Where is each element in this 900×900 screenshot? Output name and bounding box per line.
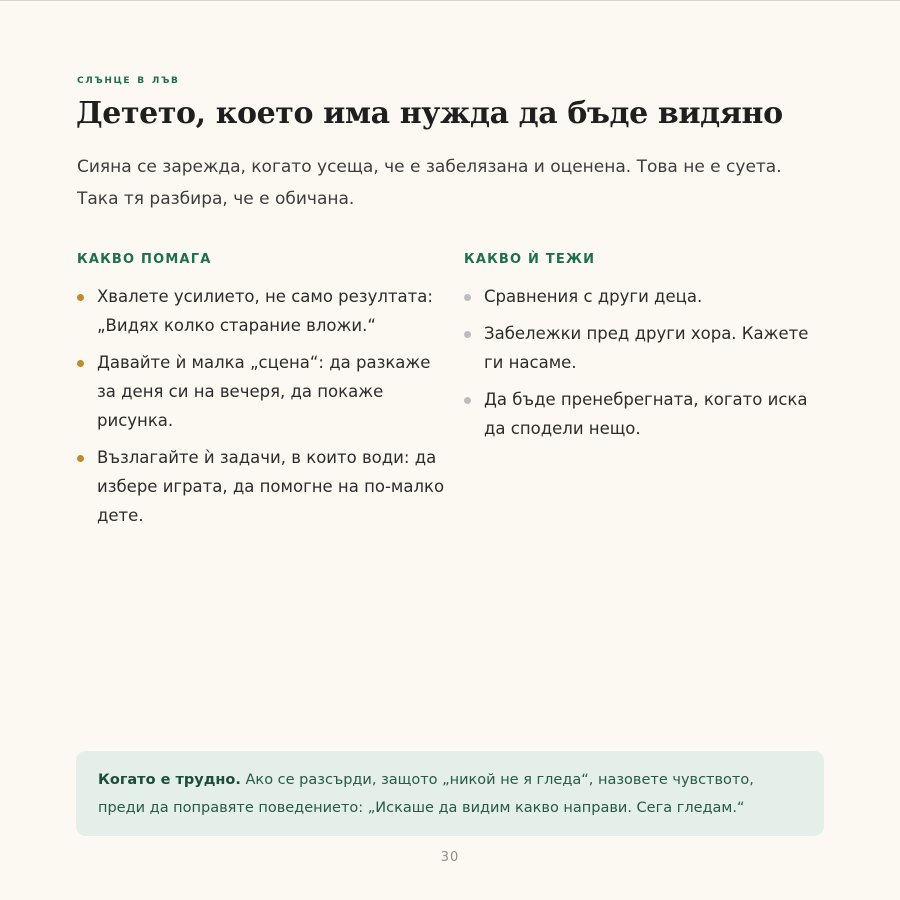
list-item [464, 385, 824, 443]
bullet-icon [464, 397, 471, 404]
list-item-text: Хвалете усилието, не само резултата: „Видях колко старание вложи.“ [97, 287, 433, 335]
bullet-icon [77, 455, 84, 462]
list-item-text: Сравнения с други деца. [484, 287, 703, 306]
helps-heading: КАКВО ПОМАГА [77, 252, 212, 267]
list-item-text: Забележки пред други хора. Кажете ги насаме. [484, 324, 809, 372]
list-item [77, 443, 447, 530]
hurts-column [464, 250, 824, 451]
list-item [464, 282, 824, 311]
tip-callout [76, 751, 824, 836]
list-item [464, 319, 824, 377]
list-item [77, 348, 447, 435]
hurts-heading: КАКВО Ѝ ТЕЖИ [464, 252, 596, 267]
list-item [77, 282, 447, 340]
callout-text: Ако се разсърди, защото „никой не я гледа“, назовете чувството, преди да поправяте поведението: „Искаше да видим какво направи. Сега гледам.“ [98, 772, 754, 816]
helps-column [77, 250, 447, 538]
page-title: Детето, което има нужда да бъде видяно [76, 96, 783, 131]
callout-label: Когато е трудно. [98, 772, 241, 788]
helps-list [77, 282, 447, 530]
list-item-text: Давайте ѝ малка „сцена“: да разкаже за деня си на вечеря, да покаже рисунка. [97, 353, 431, 430]
list-item-text: Възлагайте ѝ задачи, в които води: да избере играта, да помогне на по-малко дете. [97, 448, 445, 525]
bullet-icon [77, 294, 84, 301]
page-number: 30 [440, 850, 460, 865]
bullet-icon [77, 360, 84, 367]
hurts-list [464, 282, 824, 443]
bullet-icon [464, 331, 471, 338]
list-item-text: Да бъде пренебрегната, когато иска да сподели нещо. [484, 390, 808, 438]
top-divider [0, 0, 900, 1]
bullet-icon [464, 294, 471, 301]
intro-paragraph: Сияна се зарежда, когато усеща, че е забелязана и оценена. Това не е суета. Така тя разбира, че е обичана. [77, 157, 782, 209]
section-eyebrow: слънце в лъв [77, 72, 180, 87]
